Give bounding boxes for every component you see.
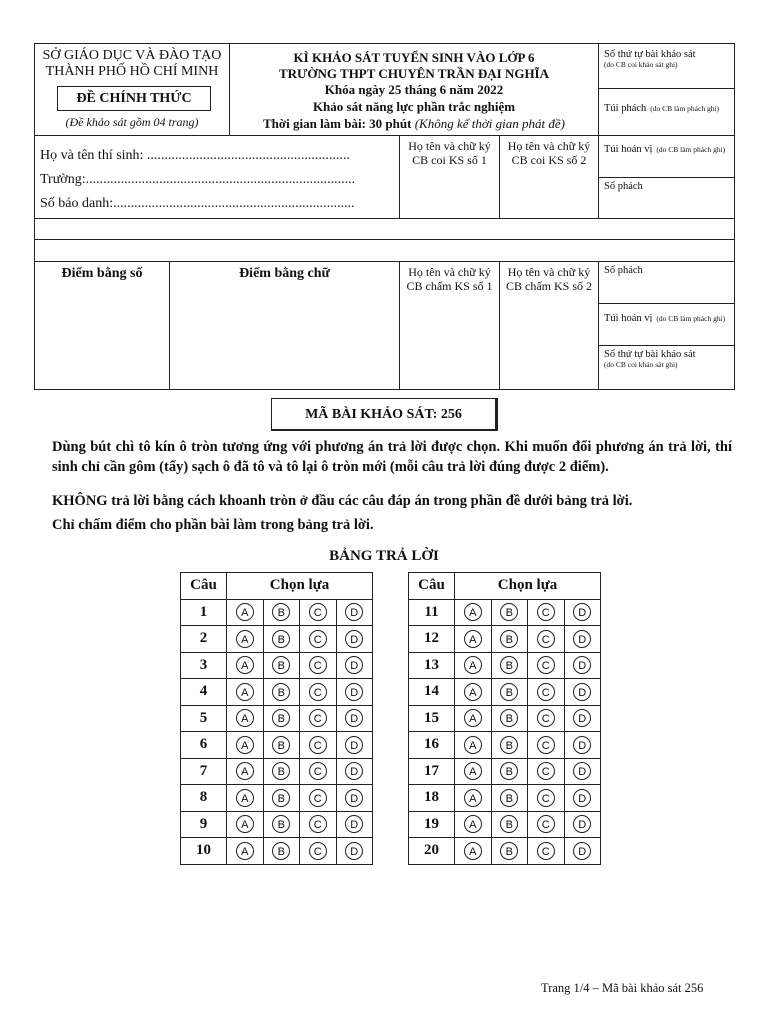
answer-bubble-b[interactable]: B (272, 789, 290, 807)
answer-bubble-b[interactable]: B (500, 656, 518, 674)
option-cell (227, 652, 264, 679)
answer-bubble-d[interactable]: D (345, 736, 363, 754)
code-field-top[interactable]: Số phách (604, 181, 643, 192)
option-cell (263, 626, 300, 653)
answer-bubble-a[interactable]: A (236, 709, 254, 727)
score-words-label: Điểm bằng chữ (239, 266, 330, 281)
option-cell (227, 626, 264, 653)
option-cell (455, 785, 492, 812)
answer-row (181, 785, 373, 812)
question-number: 19 (409, 811, 455, 838)
answer-bubble-c[interactable]: C (537, 603, 555, 621)
answer-bubble-c[interactable]: C (309, 789, 327, 807)
answer-sheet-title: BẢNG TRẢ LỜI (329, 548, 439, 564)
grader-2-label-2: CB chấm KS số 2 (505, 279, 592, 293)
answer-row (409, 652, 601, 679)
proctor-1-label-1: Họ tên và chữ ký (408, 139, 491, 153)
option-cell (300, 705, 337, 732)
answer-bubble-c[interactable]: C (309, 815, 327, 833)
question-number: 13 (409, 652, 455, 679)
option-cell (227, 811, 264, 838)
option-cell (564, 838, 601, 865)
answer-bubble-d[interactable]: D (573, 709, 591, 727)
answer-bubble-c[interactable]: C (537, 709, 555, 727)
answer-bubble-a[interactable]: A (464, 842, 482, 860)
option-cell (300, 679, 337, 706)
answer-bubble-c[interactable]: C (537, 683, 555, 701)
grader-2-label-1: Họ tên và chữ ký (507, 265, 591, 279)
question-number: 9 (181, 811, 227, 838)
option-cell (336, 652, 373, 679)
option-cell (564, 626, 601, 653)
option-cell (227, 599, 264, 626)
answer-row (181, 599, 373, 626)
option-cell (300, 626, 337, 653)
answer-row (409, 811, 601, 838)
answer-bubble-c[interactable]: C (309, 762, 327, 780)
answer-row (181, 626, 373, 653)
option-cell (455, 838, 492, 865)
answer-bubble-d[interactable]: D (345, 815, 363, 833)
answer-bubble-b[interactable]: B (500, 709, 518, 727)
answer-bubble-c[interactable]: C (309, 656, 327, 674)
answer-bubble-b[interactable]: B (500, 683, 518, 701)
answer-bubble-d[interactable]: D (345, 762, 363, 780)
answer-bubble-a[interactable]: A (236, 683, 254, 701)
serial-note-2: (do CB coi khảo sát ghi) (604, 360, 678, 369)
answer-bubble-d[interactable]: D (345, 656, 363, 674)
option-cell (564, 679, 601, 706)
answer-table-left-body (181, 599, 373, 864)
candidate-name-field[interactable]: Họ và tên thí sinh: .......................................................... (40, 148, 350, 163)
answer-bubble-d[interactable]: D (573, 815, 591, 833)
exam-code-box: MÃ BÀI KHẢO SÁT: 256 (271, 398, 498, 431)
answer-bubble-b[interactable]: B (500, 630, 518, 648)
question-number: 18 (409, 785, 455, 812)
option-cell (528, 679, 565, 706)
instruction-paragraph-3: Chỉ chấm điểm cho phần bài làm trong bảng trả lời. (52, 517, 374, 533)
answer-bubble-a[interactable]: A (236, 842, 254, 860)
answer-bubble-c[interactable]: C (309, 603, 327, 621)
option-cell (455, 758, 492, 785)
return-packet-label-2: Túi hoán vị (604, 313, 653, 324)
question-number: 2 (181, 626, 227, 653)
answer-row (181, 758, 373, 785)
answer-row (409, 705, 601, 732)
question-number: 8 (181, 785, 227, 812)
answer-row (409, 758, 601, 785)
option-cell (336, 705, 373, 732)
answer-row (181, 652, 373, 679)
option-cell (491, 785, 528, 812)
answer-bubble-c[interactable]: C (309, 842, 327, 860)
time-limit: Thời gian làm bài: 30 phút (263, 116, 412, 131)
answer-bubble-a[interactable]: A (236, 815, 254, 833)
answer-bubble-c[interactable]: C (537, 762, 555, 780)
option-cell (528, 599, 565, 626)
answer-bubble-a[interactable]: A (464, 656, 482, 674)
proctor-1-label-2: CB coi KS số 1 (412, 153, 487, 167)
option-cell (336, 599, 373, 626)
question-number: 10 (181, 838, 227, 865)
choice-col-header: Chọn lựa (227, 573, 373, 600)
option-cell (227, 838, 264, 865)
answer-bubble-a[interactable]: A (236, 630, 254, 648)
option-cell (491, 838, 528, 865)
option-cell (564, 785, 601, 812)
answer-bubble-b[interactable]: B (500, 736, 518, 754)
answer-bubble-b[interactable]: B (272, 842, 290, 860)
option-cell (528, 626, 565, 653)
answer-bubble-d[interactable]: D (573, 789, 591, 807)
answer-bubble-a[interactable]: A (236, 656, 254, 674)
option-cell (455, 811, 492, 838)
option-cell (528, 758, 565, 785)
answer-row (181, 732, 373, 759)
option-cell (528, 652, 565, 679)
answer-bubble-c[interactable]: C (309, 630, 327, 648)
option-cell (263, 732, 300, 759)
packet-field[interactable] (604, 98, 734, 116)
answer-bubble-d[interactable]: D (345, 683, 363, 701)
answer-bubble-d[interactable]: D (345, 789, 363, 807)
option-cell (227, 732, 264, 759)
answer-row (181, 705, 373, 732)
grader-1-label-1: Họ tên và chữ ký (408, 265, 491, 279)
answer-bubble-b[interactable]: B (500, 603, 518, 621)
answer-bubble-a[interactable]: A (464, 709, 482, 727)
answer-bubble-c[interactable]: C (309, 683, 327, 701)
option-cell (491, 626, 528, 653)
answer-bubble-a[interactable]: A (236, 789, 254, 807)
proctor-2-label-1: Họ tên và chữ ký (507, 139, 591, 153)
answer-bubble-b[interactable]: B (272, 656, 290, 674)
answer-bubble-d[interactable]: D (345, 842, 363, 860)
candidate-school-field[interactable]: Trường:............................................................................. (40, 172, 356, 187)
question-number: 6 (181, 732, 227, 759)
serial-note: (do CB coi khảo sát ghi) (604, 60, 678, 69)
official-label: ĐỀ CHÍNH THỨC (57, 86, 211, 111)
answer-bubble-c[interactable]: C (537, 736, 555, 754)
answer-row (181, 679, 373, 706)
answer-row (409, 599, 601, 626)
option-cell (300, 838, 337, 865)
answer-bubble-c[interactable]: C (537, 630, 555, 648)
answer-bubble-b[interactable]: B (500, 762, 518, 780)
option-cell (263, 679, 300, 706)
answer-bubble-b[interactable]: B (500, 842, 518, 860)
option-cell (263, 811, 300, 838)
option-cell (455, 705, 492, 732)
separator-row-1 (34, 218, 735, 240)
separator-row-2 (34, 239, 735, 262)
exam-title: KÌ KHẢO SÁT TUYỂN SINH VÀO LỚP 6 (293, 50, 535, 65)
answer-bubble-d[interactable]: D (573, 603, 591, 621)
pages-note: (Đề khảo sát gồm 04 trang) (65, 115, 199, 129)
answer-bubble-a[interactable]: A (464, 789, 482, 807)
answer-bubble-c[interactable]: C (537, 815, 555, 833)
answer-bubble-d[interactable]: D (345, 630, 363, 648)
question-number: 20 (409, 838, 455, 865)
answer-bubble-c[interactable]: C (309, 709, 327, 727)
option-cell (336, 626, 373, 653)
option-cell (336, 679, 373, 706)
question-number: 12 (409, 626, 455, 653)
instruction-paragraph-1: Dùng bút chì tô kín ô tròn tương ứng với phương án trả lời được chọn. Khi muốn đổi phương án trả lời, thí sinh chỉ cần gôm (tẩy) sạch ô đã tô và tô lại ô tròn mới (mỗi câu trả lời đúng được 2 điểm). (52, 439, 732, 475)
question-col-header: Câu (409, 573, 455, 600)
answer-bubble-b[interactable]: B (500, 815, 518, 833)
option-cell (491, 758, 528, 785)
answer-bubble-b[interactable]: B (272, 736, 290, 754)
answer-bubble-c[interactable]: C (537, 656, 555, 674)
option-cell (300, 652, 337, 679)
return-packet-field-bottom[interactable] (604, 308, 734, 326)
option-cell (263, 838, 300, 865)
answer-bubble-d[interactable]: D (345, 603, 363, 621)
option-cell (491, 811, 528, 838)
page-footer: Trang 1/4 – Mã bài khảo sát 256 (541, 981, 704, 995)
answer-bubble-d[interactable]: D (573, 630, 591, 648)
answer-bubble-d[interactable]: D (573, 656, 591, 674)
option-cell (336, 811, 373, 838)
dept-line-2: THÀNH PHỐ HỒ CHÍ MINH (45, 64, 219, 79)
option-cell (564, 732, 601, 759)
option-cell (336, 758, 373, 785)
return-packet-note-2: (do CB làm phách ghi) (656, 314, 726, 323)
exam-time (229, 116, 599, 132)
option-cell (528, 732, 565, 759)
exam-subject: Khảo sát năng lực phần trắc nghiệm (312, 99, 516, 114)
question-number: 3 (181, 652, 227, 679)
option-cell (300, 758, 337, 785)
question-col-header: Câu (181, 573, 227, 600)
code-field-bottom[interactable]: Số phách (604, 265, 643, 276)
question-number: 7 (181, 758, 227, 785)
option-cell (528, 811, 565, 838)
option-cell (491, 705, 528, 732)
answer-row (409, 732, 601, 759)
school-name: TRƯỜNG THPT CHUYÊN TRẦN ĐẠI NGHĨA (278, 66, 550, 81)
serial-label-2: Số thứ tự bài khảo sát (604, 349, 696, 360)
answer-bubble-a[interactable]: A (236, 736, 254, 754)
answer-bubble-a[interactable]: A (236, 762, 254, 780)
answer-bubble-d[interactable]: D (573, 842, 591, 860)
answer-bubble-b[interactable]: B (272, 762, 290, 780)
answer-bubble-b[interactable]: B (272, 630, 290, 648)
question-number: 15 (409, 705, 455, 732)
option-cell (300, 785, 337, 812)
option-cell (227, 758, 264, 785)
option-cell (528, 785, 565, 812)
option-cell (455, 679, 492, 706)
option-cell (300, 732, 337, 759)
option-cell (491, 679, 528, 706)
answer-bubble-b[interactable]: B (272, 815, 290, 833)
serial-label: Số thứ tự bài khảo sát (604, 49, 696, 60)
answer-bubble-a[interactable]: A (464, 762, 482, 780)
question-number: 17 (409, 758, 455, 785)
dept-line-1: SỞ GIÁO DỤC VÀ ĐÀO TẠO (42, 48, 222, 63)
candidate-id-field[interactable]: Số báo danh:..................................................................... (40, 196, 355, 211)
option-cell (263, 785, 300, 812)
answer-bubble-a[interactable]: A (464, 736, 482, 754)
option-cell (227, 705, 264, 732)
answer-row (409, 626, 601, 653)
return-packet-label: Túi hoán vị (604, 144, 653, 155)
option-cell (528, 705, 565, 732)
answer-bubble-b[interactable]: B (272, 709, 290, 727)
answer-bubble-c[interactable]: C (537, 789, 555, 807)
option-cell (263, 705, 300, 732)
answer-table-right (408, 572, 601, 865)
option-cell (564, 652, 601, 679)
answer-row (181, 811, 373, 838)
packet-label: Túi phách (604, 103, 647, 114)
option-cell (336, 732, 373, 759)
proctor-2-label-2: CB coi KS số 2 (511, 153, 587, 167)
question-number: 16 (409, 732, 455, 759)
option-cell (336, 838, 373, 865)
answer-table-right-body (409, 599, 601, 864)
packet-note: (do CB làm phách ghi) (650, 104, 720, 113)
question-number: 1 (181, 599, 227, 626)
answer-bubble-b[interactable]: B (500, 789, 518, 807)
question-number: 5 (181, 705, 227, 732)
score-number-label: Điểm bằng số (61, 266, 143, 281)
option-cell (564, 758, 601, 785)
answer-row (409, 679, 601, 706)
option-cell (263, 599, 300, 626)
choice-col-header: Chọn lựa (455, 573, 601, 600)
answer-bubble-a[interactable]: A (464, 630, 482, 648)
serial-field-bottom[interactable] (604, 350, 732, 370)
option-cell (227, 785, 264, 812)
exam-date: Khóa ngày 25 tháng 6 năm 2022 (324, 82, 504, 97)
question-number: 11 (409, 599, 455, 626)
option-cell (263, 758, 300, 785)
answer-bubble-b[interactable]: B (272, 683, 290, 701)
answer-row (409, 838, 601, 865)
option-cell (564, 599, 601, 626)
answer-bubble-c[interactable]: C (537, 842, 555, 860)
answer-bubble-a[interactable]: A (236, 603, 254, 621)
answer-bubble-d[interactable]: D (573, 683, 591, 701)
answer-bubble-d[interactable]: D (345, 709, 363, 727)
option-cell (455, 599, 492, 626)
answer-bubble-a[interactable]: A (464, 815, 482, 833)
instruction-paragraph-2: KHÔNG trả lời bằng cách khoanh tròn ở đầu các câu đáp án trong phần đề dưới bảng trả lời. (52, 493, 633, 509)
option-cell (491, 732, 528, 759)
serial-field[interactable] (604, 50, 732, 70)
question-number: 4 (181, 679, 227, 706)
option-cell (300, 811, 337, 838)
option-cell (227, 679, 264, 706)
option-cell (491, 652, 528, 679)
answer-bubble-a[interactable]: A (464, 603, 482, 621)
return-packet-note: (do CB làm phách ghi) (656, 145, 726, 154)
option-cell (455, 626, 492, 653)
answer-bubble-b[interactable]: B (272, 603, 290, 621)
option-cell (528, 838, 565, 865)
option-cell (564, 811, 601, 838)
return-packet-field-top[interactable] (604, 139, 734, 157)
answer-row (409, 785, 601, 812)
option-cell (336, 785, 373, 812)
option-cell (263, 652, 300, 679)
answer-table-left (180, 572, 373, 865)
answer-bubble-d[interactable]: D (573, 762, 591, 780)
option-cell (564, 705, 601, 732)
grader-1-label-2: CB chấm KS số 1 (406, 279, 493, 293)
option-cell (455, 732, 492, 759)
answer-bubble-c[interactable]: C (309, 736, 327, 754)
option-cell (491, 599, 528, 626)
option-cell (300, 599, 337, 626)
answer-bubble-d[interactable]: D (573, 736, 591, 754)
question-number: 14 (409, 679, 455, 706)
option-cell (455, 652, 492, 679)
answer-bubble-a[interactable]: A (464, 683, 482, 701)
answer-row (181, 838, 373, 865)
time-note: (Không kể thời gian phát đề) (414, 116, 565, 131)
